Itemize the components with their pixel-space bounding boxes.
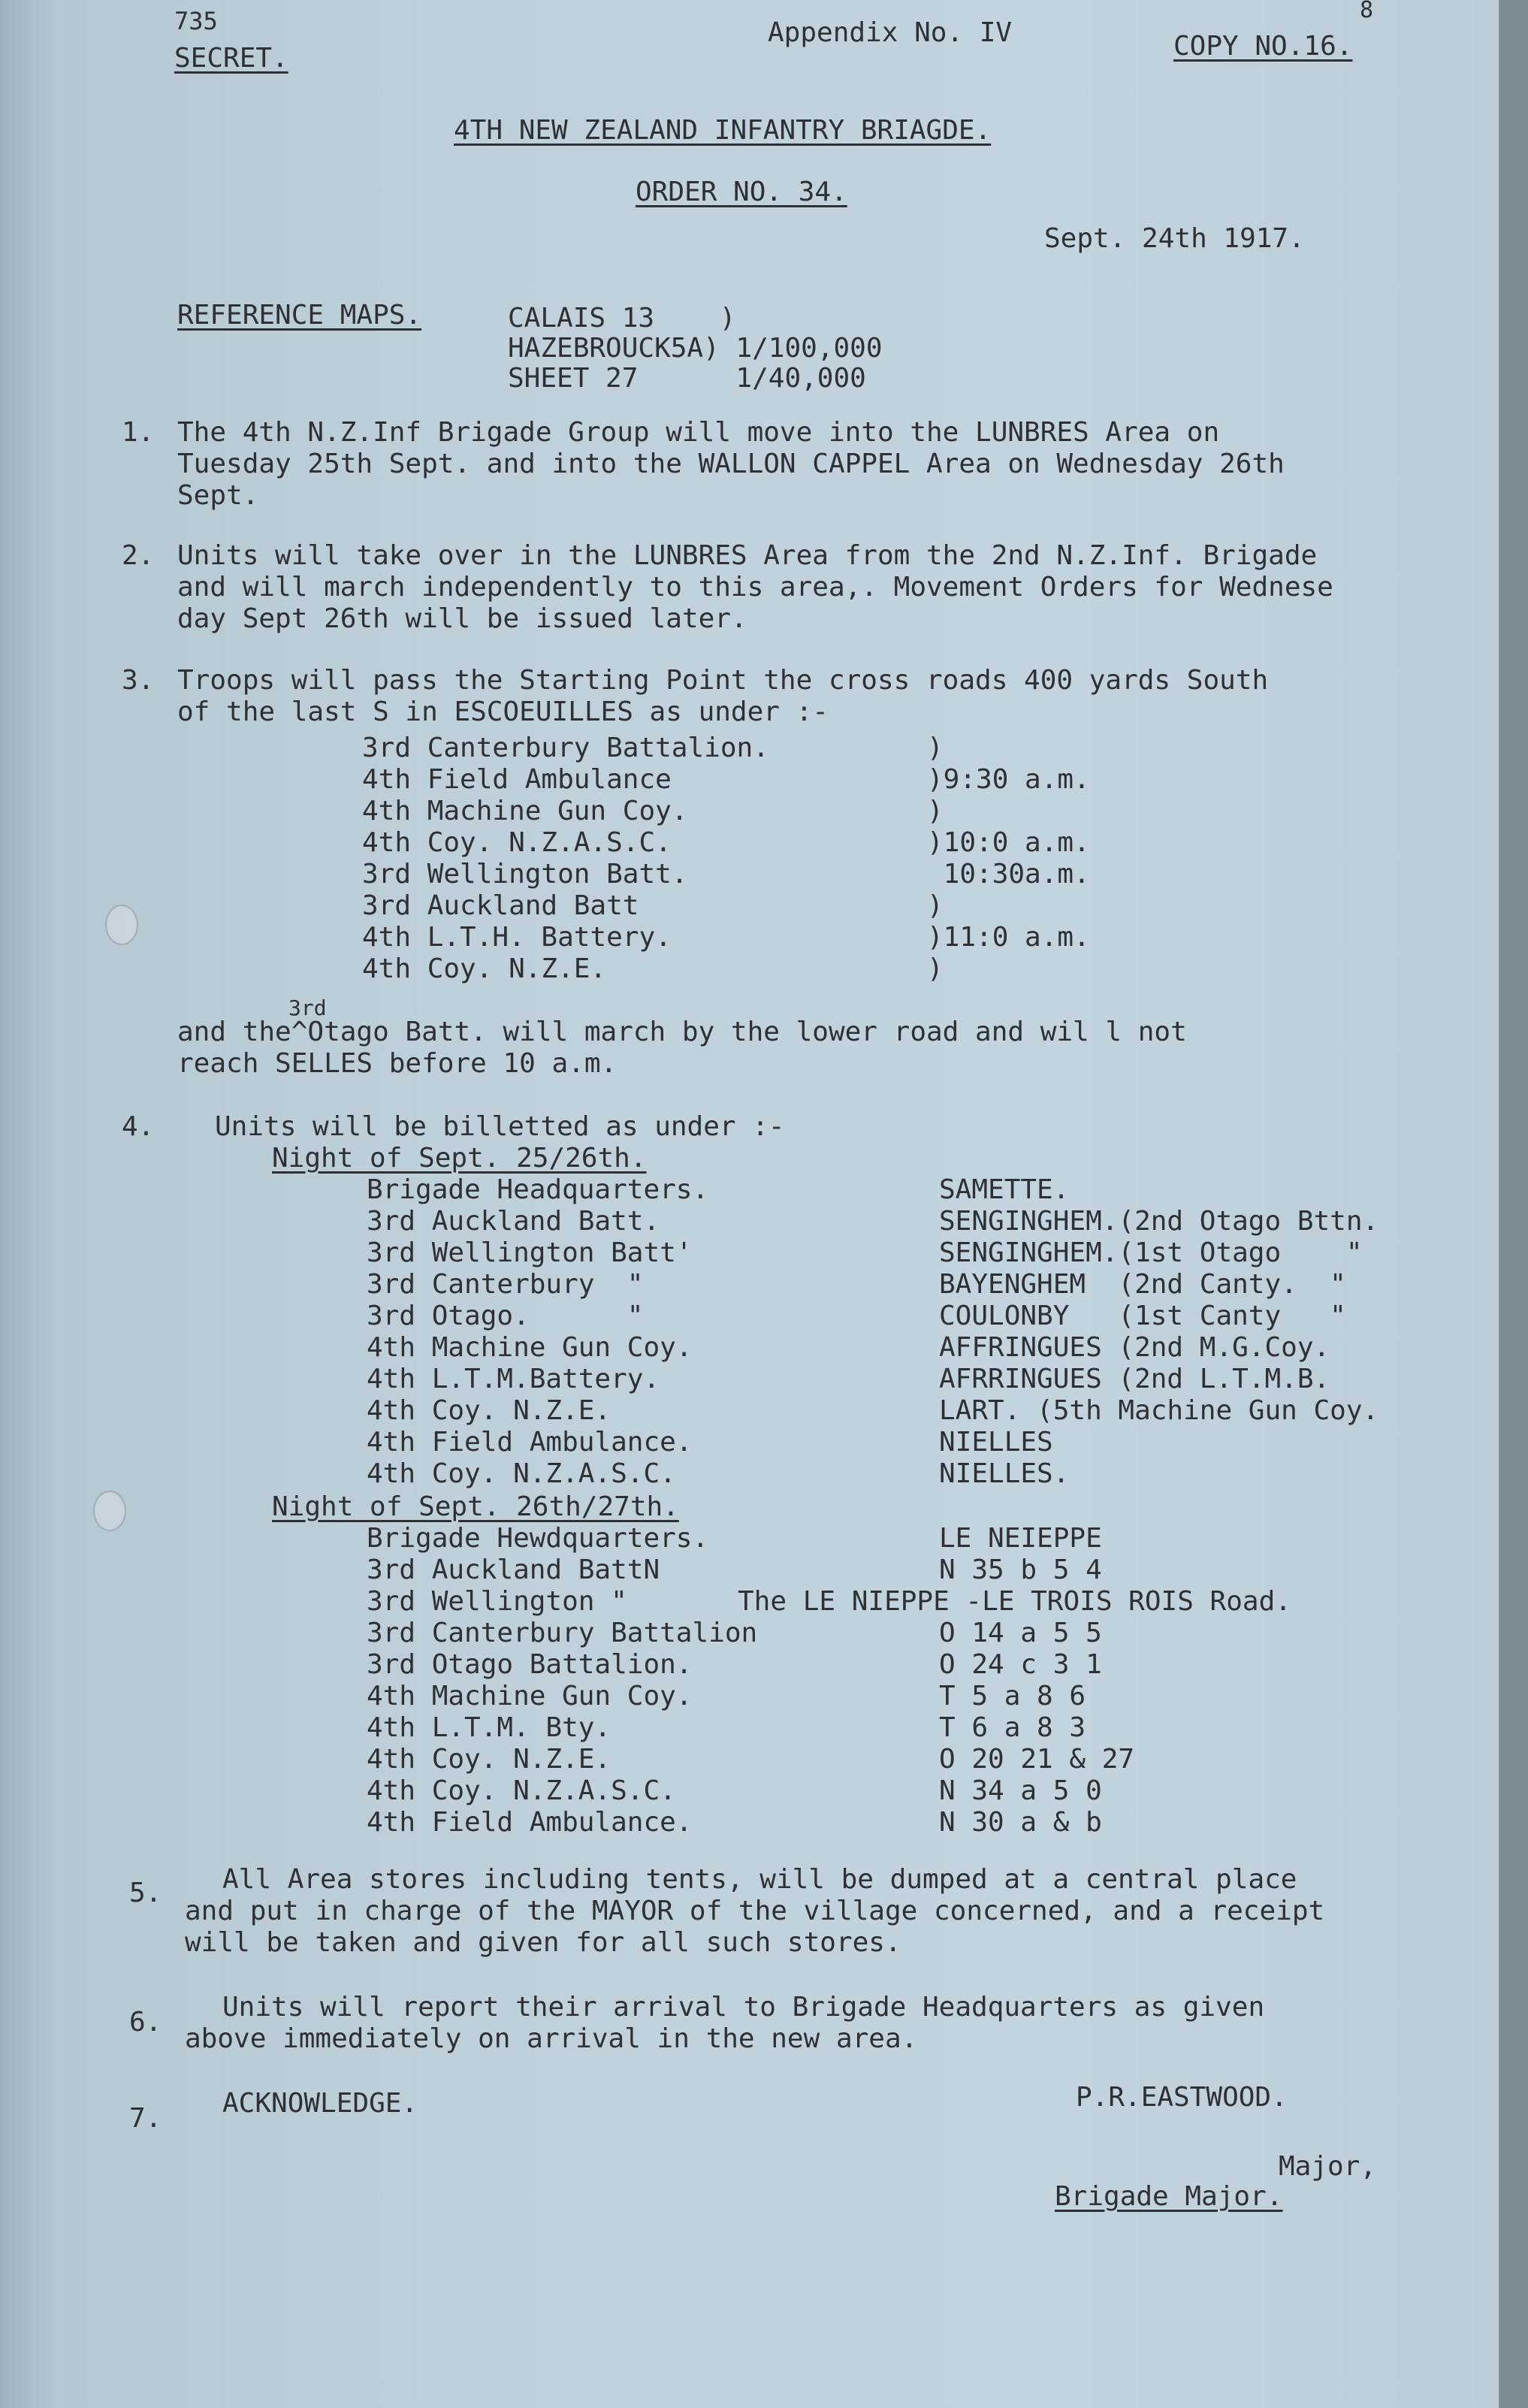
para-3-after-line: and the^Otago Batt. will march by the lower road and wil l not [177,1017,1187,1047]
march-time: ) [927,890,944,921]
billet-unit: Brigade Hewdquarters. [367,1523,709,1554]
billet-unit: 3rd Canterbury " [367,1269,644,1300]
march-time: ) [927,733,944,763]
para-3-line: of the last S in ESCOEUILLES as under :- [177,696,829,727]
map-line-3: SHEET 27 1/40,000 [508,363,866,394]
para-5-line: will be taken and given for all such stores. [185,1927,901,1958]
billet-place: NIELLES. [939,1458,1070,1489]
para-2-line: day Sept 26th will be issued later. [177,603,747,634]
billet-place: O 24 c 3 1 [939,1649,1102,1680]
billet-unit: 4th Machine Gun Coy. [367,1681,693,1712]
billet-place: AFRRINGUES (2nd L.T.M.B. [939,1364,1330,1394]
billet-unit: 3rd Canterbury Battalion [367,1618,758,1648]
para-1-line: Tuesday 25th Sept. and into the WALLON CAPPEL Area on Wednesday 26th [177,449,1285,479]
handwritten-insert: 3rd [288,996,327,1020]
billet-unit: 3rd Auckland Batt. [367,1206,660,1237]
para-7-number: 7. [129,2103,162,2134]
billet-place: The LE NIEPPE -LE TROIS ROIS Road. [738,1586,1291,1617]
march-unit: 3rd Wellington Batt. [362,859,688,890]
night-1-heading: Night of Sept. 25/26th. [272,1143,647,1174]
billet-unit: 4th Coy. N.Z.A.S.C. [367,1775,676,1806]
billet-place: SAMETTE. [939,1174,1070,1205]
para-1-line: Sept. [177,480,259,511]
billet-place: T 5 a 8 6 [939,1681,1086,1712]
march-time: )10:0 a.m. [927,827,1090,858]
march-unit: 4th Coy. N.Z.E. [362,953,607,984]
march-time: ) [927,953,944,984]
billet-place: SENGINGHEM.(2nd Otago Bttn. [939,1206,1379,1237]
page-number: 8 [1360,0,1374,23]
billet-place: LE NEIEPPE [939,1523,1102,1554]
march-unit: 4th L.T.H. Battery. [362,922,672,953]
document-title: 4TH NEW ZEALAND INFANTRY BRIAGDE. [454,115,992,146]
billet-place: N 30 a & b [939,1807,1102,1838]
para-4-number: 4. [122,1111,155,1142]
para-5-line: All Area stores including tents, will be dumped at a central place [222,1864,1297,1895]
march-time: )9:30 a.m. [927,764,1090,795]
acknowledge-label: ACKNOWLEDGE. [222,2088,418,2119]
billet-place: N 35 b 5 4 [939,1554,1102,1585]
billet-unit: 4th L.T.M.Battery. [367,1364,660,1394]
billet-place: T 6 a 8 3 [939,1712,1086,1743]
para-5-line: and put in charge of the MAYOR of the village concerned, and a receipt [185,1896,1325,1926]
appendix-label: Appendix No. IV [768,17,1013,48]
billet-place: O 20 21 & 27 [939,1744,1135,1775]
march-unit: 4th Field Ambulance [362,764,672,795]
para-3-line: Troops will pass the Starting Point the cross roads 400 yards South [177,665,1269,696]
billet-place: SENGINGHEM.(1st Otago " [939,1237,1363,1268]
punch-hole [93,1491,126,1531]
billet-unit: 3rd Auckland BattN [367,1554,660,1585]
map-line-1: CALAIS 13 ) [508,303,736,334]
para-1-line: The 4th N.Z.Inf Brigade Group will move into the LUNBRES Area on [177,417,1220,448]
march-time: 10:30a.m. [927,859,1090,890]
march-unit: 3rd Auckland Batt [362,890,639,921]
file-number: 735 [174,7,218,35]
billet-unit: 4th Field Ambulance. [367,1807,693,1838]
billet-unit: 4th Field Ambulance. [367,1427,693,1458]
para-4-intro: Units will be billetted as under :- [215,1111,785,1142]
billet-unit: 4th Machine Gun Coy. [367,1332,693,1363]
signatory-title: Brigade Major. [1055,2181,1283,2212]
para-6-number: 6. [129,2007,162,2038]
signatory-rank: Major, [1279,2151,1377,2182]
billet-unit: 4th Coy. N.Z.A.S.C. [367,1458,676,1489]
billet-place: NIELLES [939,1427,1053,1458]
billet-unit: 3rd Otago. " [367,1301,644,1331]
billet-unit: 3rd Wellington " [367,1586,627,1617]
billet-unit: 3rd Wellington Batt' [367,1237,693,1268]
background-edge [1499,0,1528,2408]
punch-hole [105,905,138,945]
map-line-2: HAZEBROUCK5A) 1/100,000 [508,333,883,364]
march-time: )11:0 a.m. [927,922,1090,953]
secret-label: SECRET. [174,43,288,74]
para-6-line: above immediately on arrival in the new area. [185,2023,918,2054]
billet-unit: 4th Coy. N.Z.E. [367,1395,612,1426]
march-unit: 4th Machine Gun Coy. [362,796,688,826]
night-2-heading: Night of Sept. 26th/27th. [272,1491,679,1522]
billet-place: BAYENGHEM (2nd Canty. " [939,1269,1346,1300]
order-number: ORDER NO. 34. [636,177,847,207]
billet-place: N 34 a 5 0 [939,1775,1102,1806]
signatory-name: P.R.EASTWOOD. [1076,2082,1288,2113]
para-3-after-line: reach SELLES before 10 a.m. [177,1048,618,1079]
billet-place: COULONBY (1st Canty " [939,1301,1346,1331]
order-date: Sept. 24th 1917. [1044,223,1305,254]
billet-place: LART. (5th Machine Gun Coy. [939,1395,1379,1426]
billet-unit: 4th Coy. N.Z.E. [367,1744,612,1775]
para-2-number: 2. [122,540,155,571]
para-5-number: 5. [129,1878,162,1908]
para-2-line: and will march independently to this area,. Movement Orders for Wednese [177,572,1333,603]
billet-place: AFFRINGUES (2nd M.G.Coy. [939,1332,1330,1363]
march-unit: 4th Coy. N.Z.A.S.C. [362,827,672,858]
para-3-number: 3. [122,665,155,696]
billet-place: O 14 a 5 5 [939,1618,1102,1648]
para-1-number: 1. [122,417,155,448]
para-2-line: Units will take over in the LUNBRES Area from the 2nd N.Z.Inf. Brigade [177,540,1318,571]
copy-number: COPY NO.16. [1173,31,1353,62]
reference-maps-label: REFERENCE MAPS. [177,300,422,331]
billet-unit: Brigade Headquarters. [367,1174,709,1205]
march-time: ) [927,796,944,826]
march-unit: 3rd Canterbury Battalion. [362,733,769,763]
billet-unit: 4th L.T.M. Bty. [367,1712,612,1743]
para-6-line: Units will report their arrival to Brigade Headquarters as given [222,1992,1265,2023]
billet-unit: 3rd Otago Battalion. [367,1649,693,1680]
